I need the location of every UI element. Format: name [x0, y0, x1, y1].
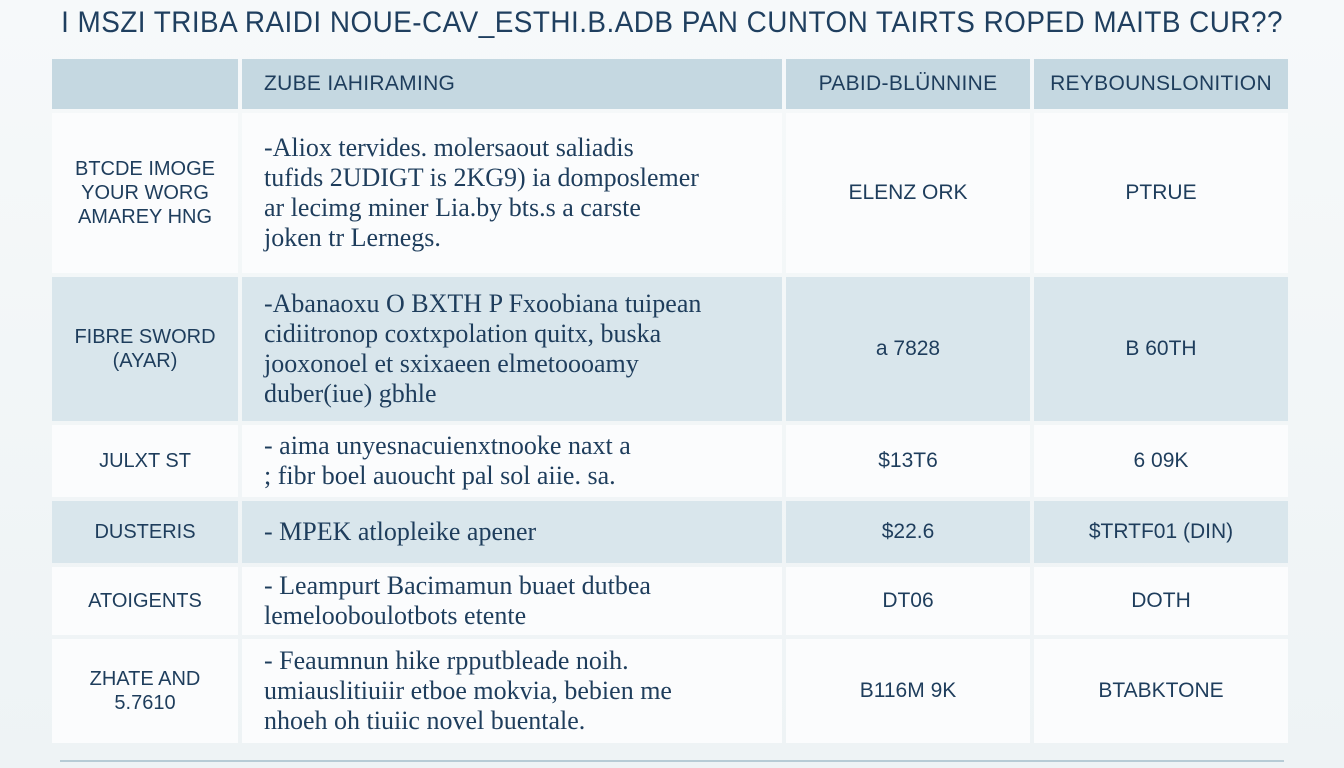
header-cell-description: ZUBE IAHIRAMING — [242, 59, 782, 109]
page-title: I MSZI TRIBA RAIDI NOUE-CAV_ESTHI.B.ADB PAN CUNTON TAIRTS ROPED MAITB CUR?? — [61, 6, 1283, 39]
row-value-2: PTRUE — [1034, 113, 1288, 273]
row-value-1: $22.6 — [786, 501, 1030, 563]
row-value-1: ELENZ ORK — [786, 113, 1030, 273]
row-value-1: DT06 — [786, 567, 1030, 635]
row-label: BTCDE IMOGE YOUR WORG AMAREY HNG — [52, 113, 238, 273]
row-label: JULXT ST — [52, 425, 238, 497]
row-label: ATOIGENTS — [52, 567, 238, 635]
header-cell-label — [52, 59, 238, 109]
row-description: - Feaumnun hike rpputbleade noih. umiauslitiuiir etboe mokvia, bebien me nhoeh oh tiuiic novel buentale. — [242, 639, 782, 743]
row-value-2: 6 09K — [1034, 425, 1288, 497]
row-label: ZHATE AND 5.7610 — [52, 639, 238, 743]
row-value-2: $TRTF01 (DIN) — [1034, 501, 1288, 563]
row-description: - Leampurt Bacimamun buaet dutbea lemelooboulotbots etente — [242, 567, 782, 635]
row-value-1: B116M 9K — [786, 639, 1030, 743]
row-description: - MPEK atlopleike apener — [242, 501, 782, 563]
comparison-table — [48, 55, 1292, 747]
table-row — [52, 277, 1288, 421]
bottom-divider — [60, 760, 1284, 762]
row-value-2: B 60TH — [1034, 277, 1288, 421]
table-row — [52, 113, 1288, 273]
row-label: FIBRE SWORD (AYAR) — [52, 277, 238, 421]
table-row — [52, 639, 1288, 743]
table-row — [52, 501, 1288, 563]
row-label: DUSTERIS — [52, 501, 238, 563]
table-row — [52, 567, 1288, 635]
row-description: -Aliox tervides. molersaout saliadis tufids 2UDIGT is 2KG9) ia domposlemer ar lecimg miner Lia.by bts.s a carste joken tr Lernegs. — [242, 113, 782, 273]
row-value-2: BTABKTONE — [1034, 639, 1288, 743]
row-value-1: $13T6 — [786, 425, 1030, 497]
header-cell-value-1: PABID-BLÜNNINE — [786, 59, 1030, 109]
row-value-1: a 7828 — [786, 277, 1030, 421]
comparison-table-wrap — [52, 55, 1284, 747]
row-description: - aima unyesnacuienxtnooke naxt a ; fibr boel auoucht pal sol aiie. sa. — [242, 425, 782, 497]
row-description: -Abanaoxu O BXTH P Fxoobiana tuipean cidiitronop coxtxpolation quitx, buska jooxonoel et sxixaeen elmetoooamy duber(iue) gbhle — [242, 277, 782, 421]
table-row — [52, 425, 1288, 497]
table-header-row — [52, 59, 1288, 109]
header-cell-value-2: REYBOUNSLONITION — [1034, 59, 1288, 109]
row-value-2: DOTH — [1034, 567, 1288, 635]
